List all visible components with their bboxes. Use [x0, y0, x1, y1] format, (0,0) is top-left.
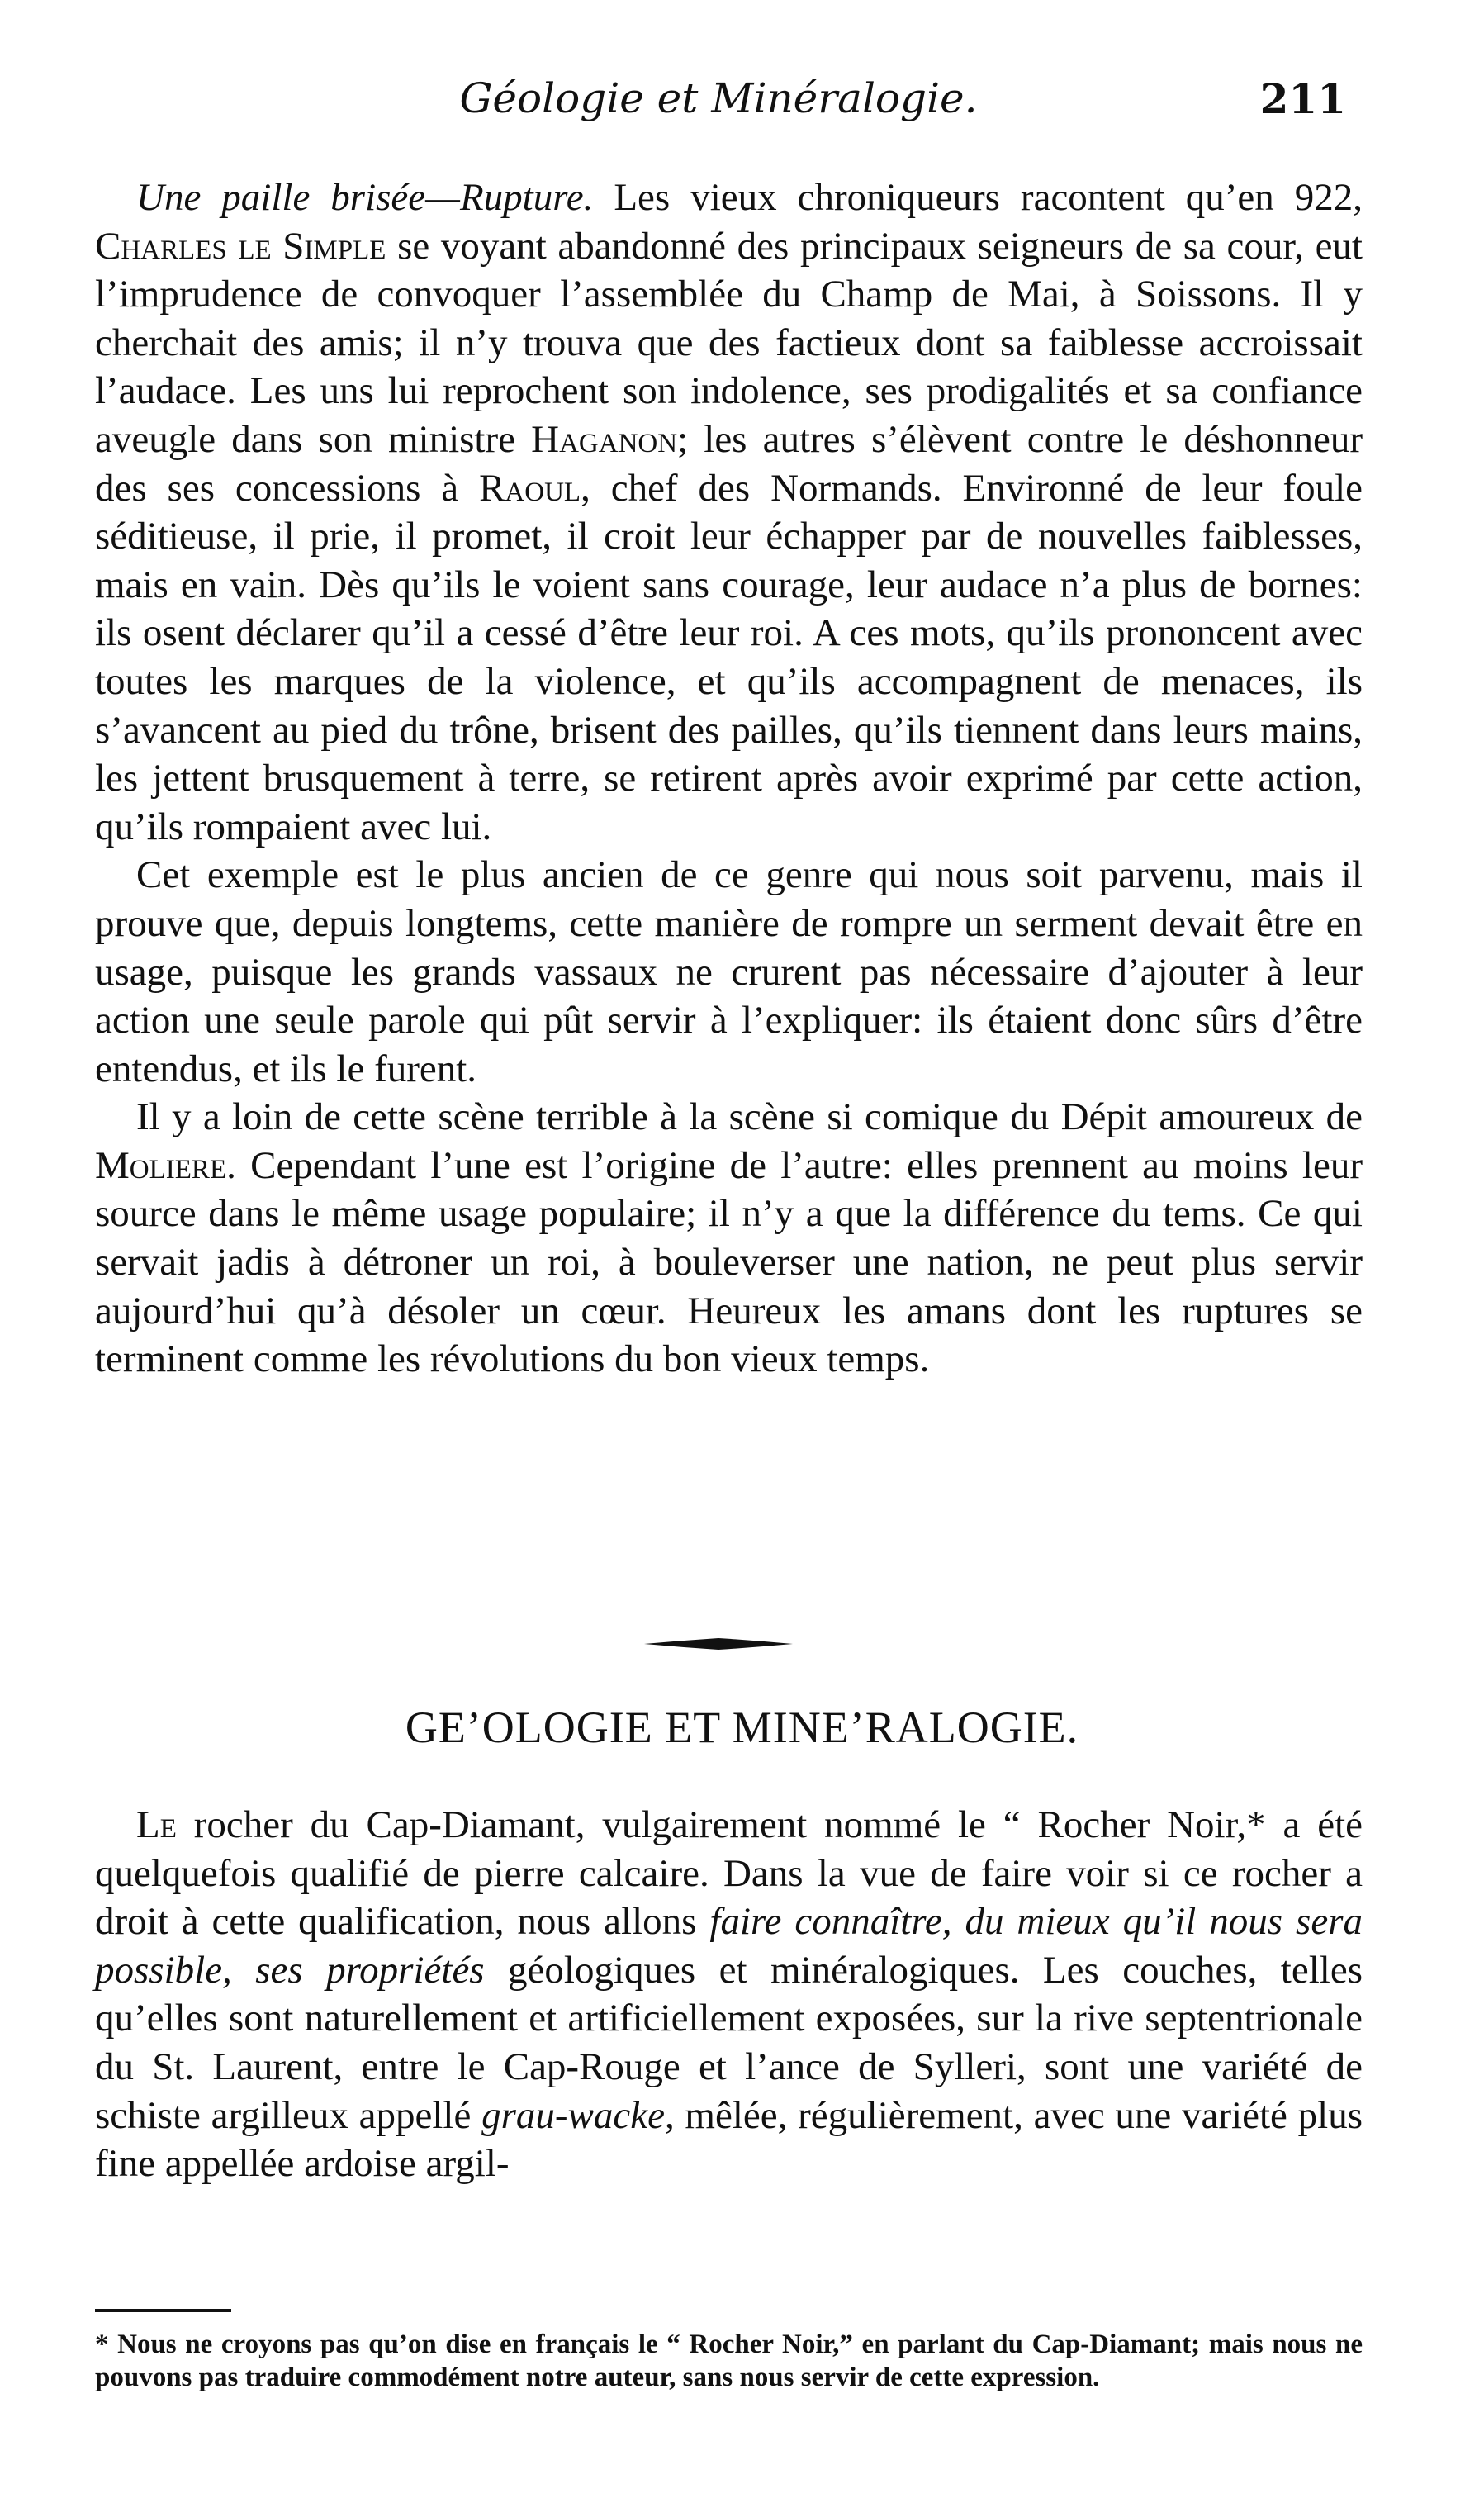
text-run: . Cependant l’une est l’origine de l’autre: elles prennent au moins leur source dans le même usage populaire; il n’y a que la différence du tems. Ce qui servait jadis à détroner un roi, à bouleverser une nation, ne peut plus servir aujourd’hui qu’à désoler un cœur. Heureux les amans dont les ruptures se terminent comme les révolutions du bon vieux temps. — [95, 1143, 1363, 1381]
text-run: , mêlée, régulièrement, avec une variété plus fine appellée ardoise argil- — [95, 2093, 1363, 2186]
page-number: 211 — [1259, 74, 1346, 123]
name-moliere: Moliere — [95, 1143, 227, 1187]
section-heading: GE’OLOGIE ET MINE’RALOGIE. — [405, 1703, 1079, 1752]
name-haganon: Haganon — [531, 417, 678, 461]
italic-run: faire connaître, du mieux qu’il nous sera possible, ses propriétés — [95, 1900, 1363, 1992]
paragraph-geologie-1 — [95, 1801, 1363, 2188]
article-title: Une paille brisée—Rupture. — [136, 176, 594, 219]
text-run: se voyant abandonné des principaux seigneurs de sa cour, eut l’imprudence de convoquer l’assemblée du Champ de Mai, à Soissons. Il y cherchait des amis; il n’y trouva que des factieux dont sa faiblesse accroissait l’audace. Les uns lui reprochent son indolence, ses prodigalités et sa confiance aveugle dans son ministre — [95, 224, 1363, 461]
paragraph-rupture-1 — [95, 173, 1363, 851]
name-charles-le-simple: Charles le Simple — [95, 224, 386, 268]
text-run: , chef des Normands. Environné de leur foule séditieuse, il prie, il promet, il croit leur échapper par de nouvelles faiblesses, mais en vain. Dès qu’ils le voient sans courage, leur audace n’a plus de bornes: ils osent déclarer qu’il a cessé d’être leur roi. A ces mots, qu’ils prononcent avec toutes les marques de la violence, et qu’ils accompagnent de menaces, ils s’avancent au pied du trône, brisent des pailles, qu’ils tiennent dans leurs mains, les jettent brusquement à terre, se retirent après avoir exprimé par cette action, qu’ils rompaient avec lui. — [95, 466, 1363, 848]
running-title: Géologie et Minéralogie. — [459, 74, 978, 122]
text-run: ; les autres s’élèvent contre le déshonneur des ses concessions à — [95, 417, 1363, 510]
term-grau-wacke: grau-wacke — [481, 2093, 665, 2137]
paragraph-rupture-2: Cet exemple est le plus ancien de ce genre qui nous soit parvenu, mais il prouve que, depuis longtems, cette manière de rompre un serment devait être en usage, puisque les grands vassaux ne crurent pas nécessaire d’ajouter à leur action une seule parole qui pût servir à l’expliquer: ils étaient donc sûrs d’être entendus, et ils le furent. — [95, 853, 1363, 1090]
lead-word: Le — [136, 1803, 177, 1846]
running-head — [99, 66, 1346, 132]
article-rupture — [95, 173, 1363, 1384]
text-run: géologiques et minéralogiques. Les couches, telles qu’elles sont naturellement et artificiellement exposées, sur la rive septentrionale du St. Laurent, entre le Cap-Rouge et l’ance de Sylleri, sont une variété de schiste argilleux appellé — [95, 1948, 1363, 2137]
name-raoul: Raoul — [479, 466, 581, 510]
text-run: Les vieux chroniqueurs racontent qu’en 922, — [593, 176, 1363, 219]
footnote: * Nous ne croyons pas qu’on dise en français le “ Rocher Noir,” en parlant du Cap-Diamant; mais nous ne pouvons pas traduire commodément notre auteur, sans nous servir de cette expression. — [95, 2329, 1363, 2392]
paragraph-rupture-3 — [95, 1093, 1363, 1384]
text-run: Il y a loin de cette scène terrible à la scène si comique du Dépit amoureux de — [136, 1095, 1363, 1139]
text-run: rocher du Cap-Diamant, vulgairement nommé le “ Rocher Noir,* a été quelquefois qualifié de pierre calcaire. Dans la vue de faire voir si ce rocher a droit à cette qualification, nous allons — [95, 1803, 1363, 1944]
section-ornament-icon — [644, 1636, 793, 1652]
article-geologie — [95, 1801, 1363, 2188]
footnote-rule — [95, 2309, 231, 2312]
